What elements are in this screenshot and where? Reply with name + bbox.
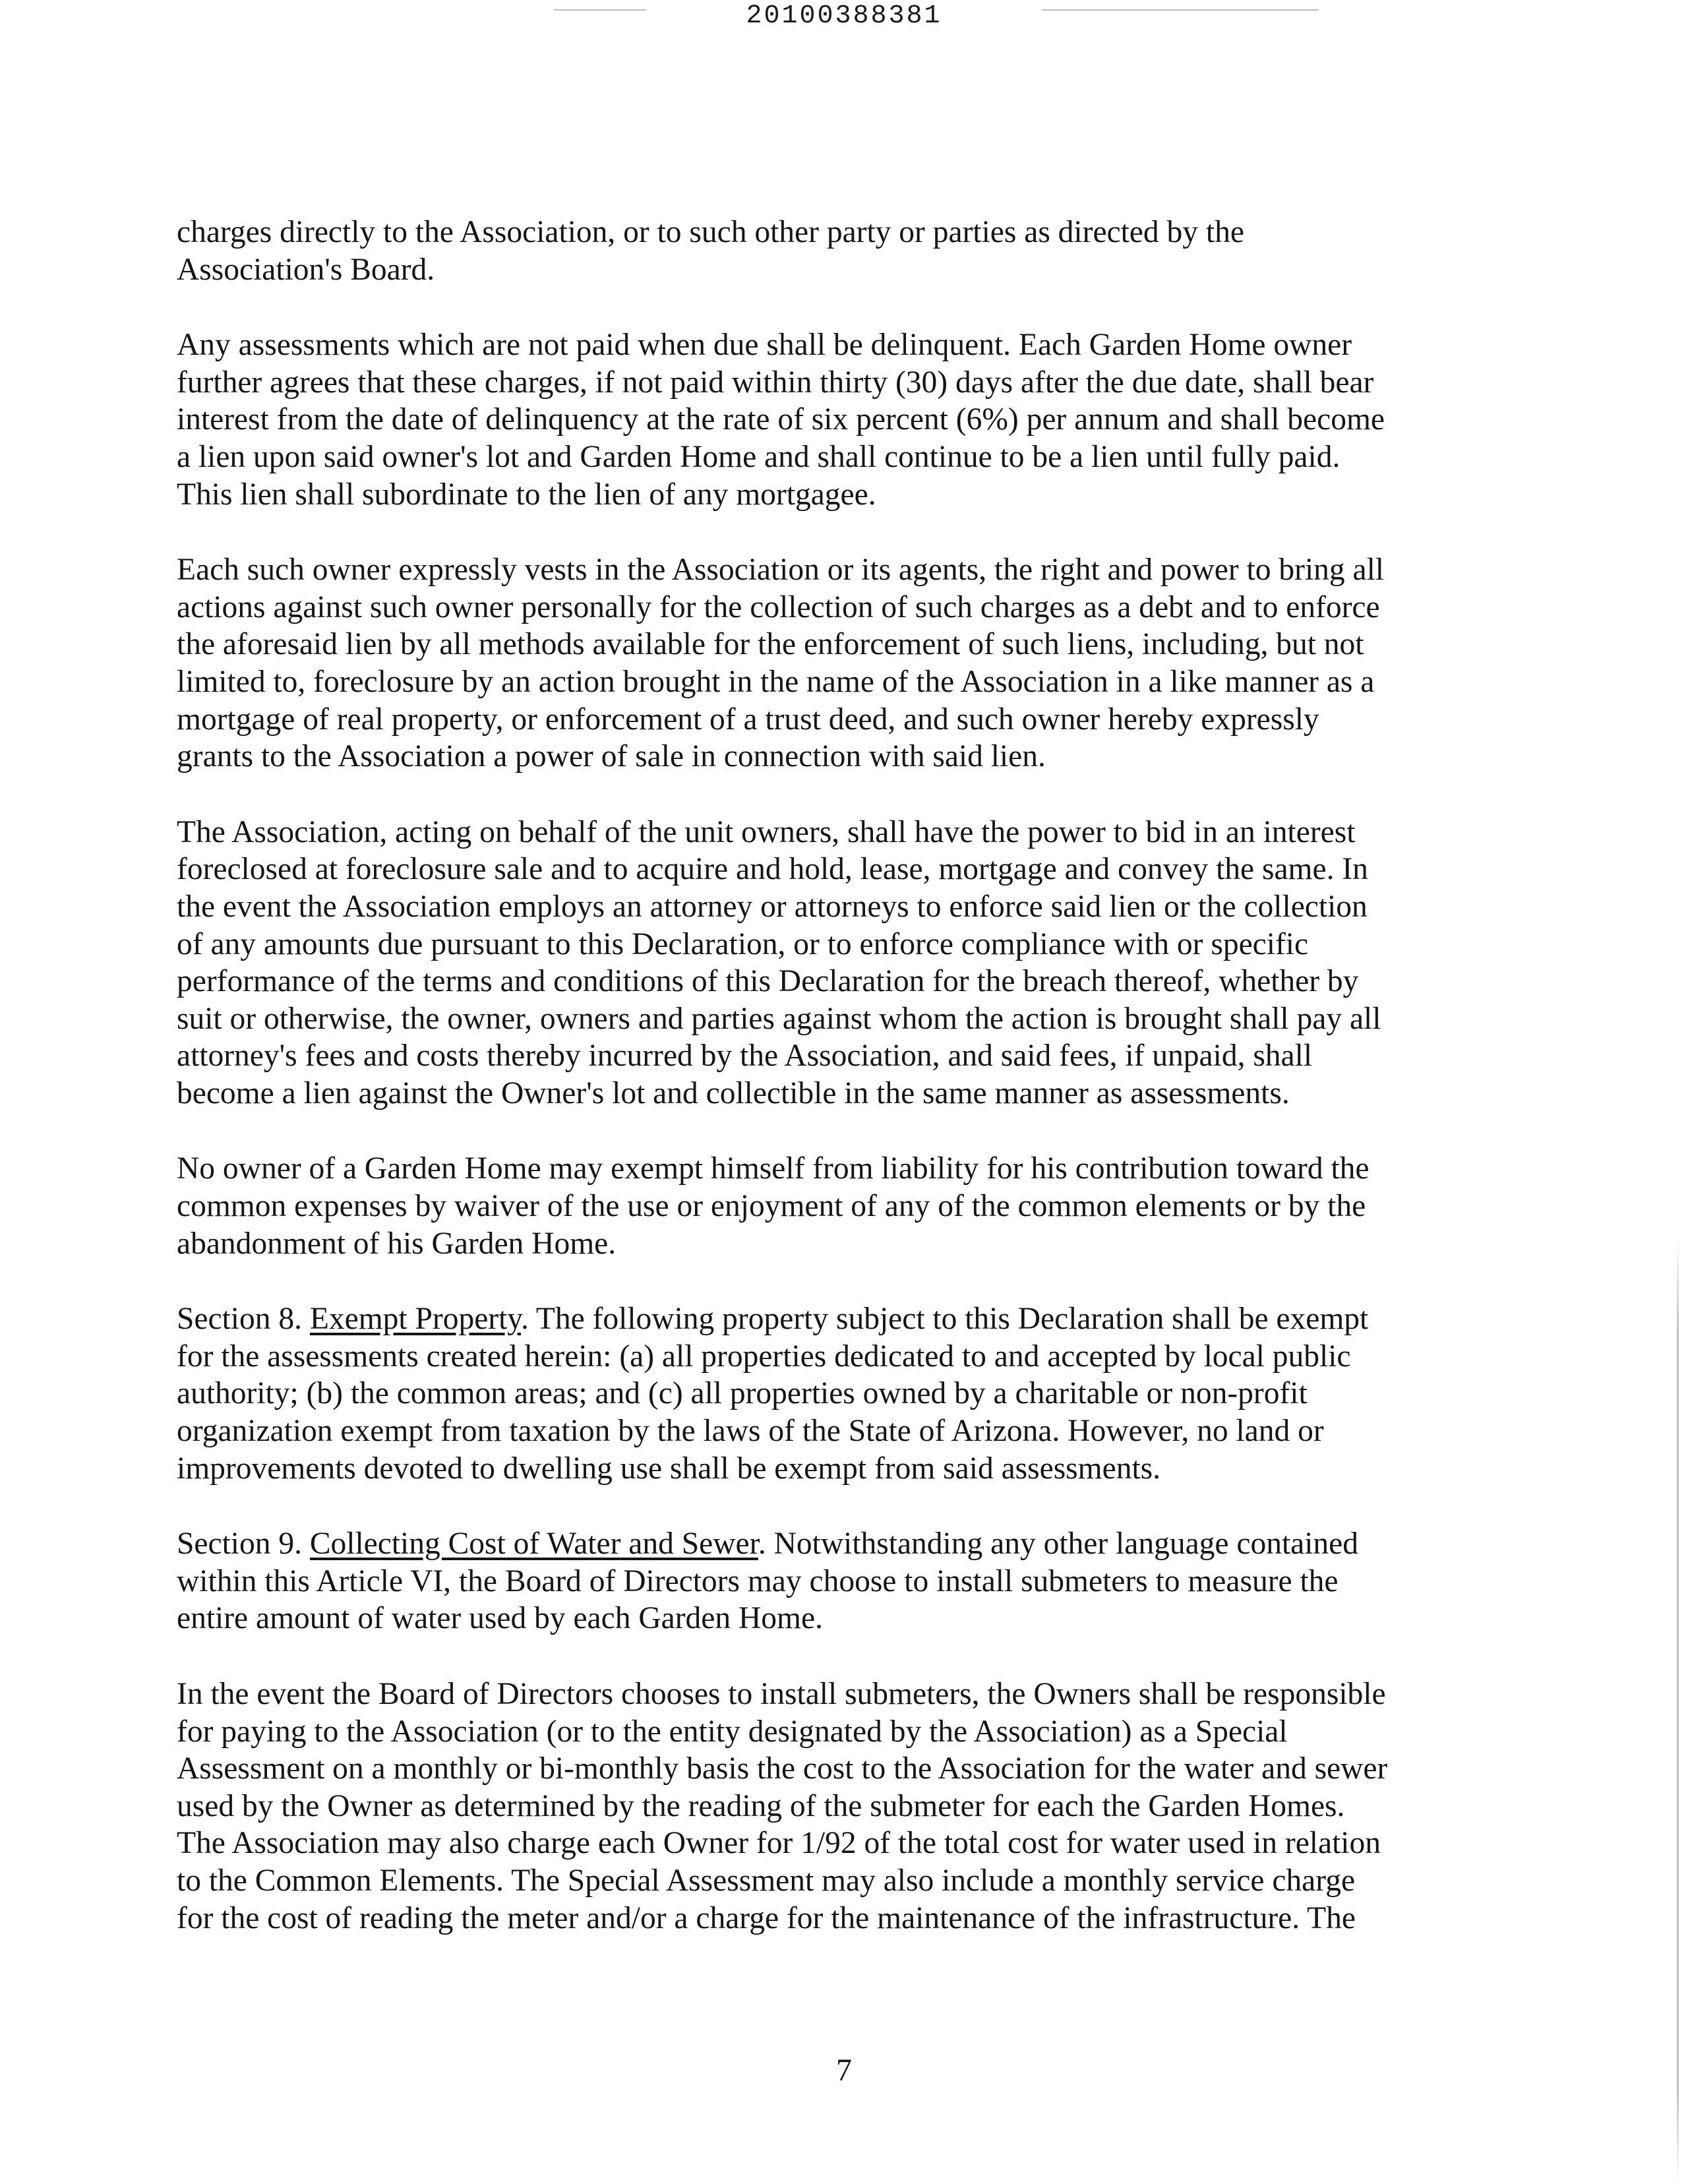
section-8-title: Exempt Property xyxy=(309,1302,521,1337)
section-9-water-sewer xyxy=(177,1525,1495,1637)
section-8-exempt-property xyxy=(177,1300,1495,1487)
paragraph-submeters: In the event the Board of Directors chooses to install submeters, the Owners shall be responsible for paying to the Association (or to the entity designated by the Association) as a Special Assessment on a monthly or bi-monthly basis the cost to the Association for the water and sewer used by the Owner as determined by the reading of the submeter for each the Garden Homes. The Association may also charge each Owner for 1/92 of the total cost for water used in relation to the Common Elements. The Special Assessment may also include a monthly service charge for the cost of reading the meter and/or a charge for the maintenance of the infrastructure. The xyxy=(177,1677,1388,1935)
page-number: 7 xyxy=(836,2053,852,2088)
section-8-text: . The following property subject to this Declaration shall be exempt for the assessments created herein: (a) all properties dedicated to and accepted by local public authority; (b) the common areas; and (c) all properties owned by a charitable or non-profit organization exempt from taxation by the laws of the State of Arizona. However, no land or improvements devoted to dwelling use shall be exempt from said assessments. xyxy=(177,1302,1369,1486)
paragraph-delinquent-assessments: Any assessments which are not paid when due shall be delinquent. Each Garden Home owner further agrees that these charges, if not paid within thirty (30) days after the due date, shall bear interest from the date of delinquency at the rate of six percent (6%) per annum and shall become a lien upon said owner's lot and Garden Home and shall continue to be a lien until fully paid. This lien shall subordinate to the lien of any mortgagee. xyxy=(177,328,1385,512)
paragraph-foreclosure-attorney-fees: The Association, acting on behalf of the unit owners, shall have the power to bid in an interest foreclosed at foreclosure sale and to acquire and hold, lease, mortgage and convey the same. In the event the Association employs an attorney or attorneys to enforce said lien or the collection of any amounts due pursuant to this Declaration, or to enforce compliance with or specific performance of the terms and conditions of this Declaration for the breach thereof, whether by suit or otherwise, the owner, owners and parties against whom the action is brought shall pay all attorney's fees and costs thereby incurred by the Association, and said fees, if unpaid, shall become a lien against the Owner's lot and collectible in the same manner as assessments. xyxy=(177,814,1381,1110)
paragraph-board-charges: charges directly to the Association, or to such other party or parties as directed by the Association's Board. xyxy=(177,215,1244,287)
paragraph-no-exemption: No owner of a Garden Home may exempt himself from liability for his contribution toward the common expenses by waiver of the use or enjoyment of any of the common elements or by the abandonment of his Garden Home. xyxy=(177,1151,1370,1261)
scan-artifact-line xyxy=(1042,9,1319,11)
document-body xyxy=(177,214,1495,1975)
scan-edge-shadow xyxy=(1677,1240,1679,2183)
scan-artifact-line xyxy=(554,9,646,11)
section-8-label: Section 8. xyxy=(177,1302,302,1337)
document-number: 20100388381 xyxy=(746,1,942,31)
paragraph-owner-vests-power: Each such owner expressly vests in the Association or its agents, the right and power to bring all actions against such owner personally for the collection of such charges as a debt and to enforce the aforesaid lien by all methods available for the enforcement of such liens, including, but not limited to, foreclosure by an action brought in the name of the Association in a like manner as a mortgage of real property, or enforcement of a trust deed, and such owner hereby expressly grants to the Association a power of sale in connection with said lien. xyxy=(177,553,1384,774)
section-9-text: . Notwithstanding any other language contained within this Article VI, the Board of Directors may choose to install submeters to measure the entire amount of water used by each Garden Home. xyxy=(177,1527,1359,1636)
section-9-label: Section 9. xyxy=(177,1527,302,1562)
section-9-title: Collecting Cost of Water and Sewer xyxy=(309,1527,758,1562)
